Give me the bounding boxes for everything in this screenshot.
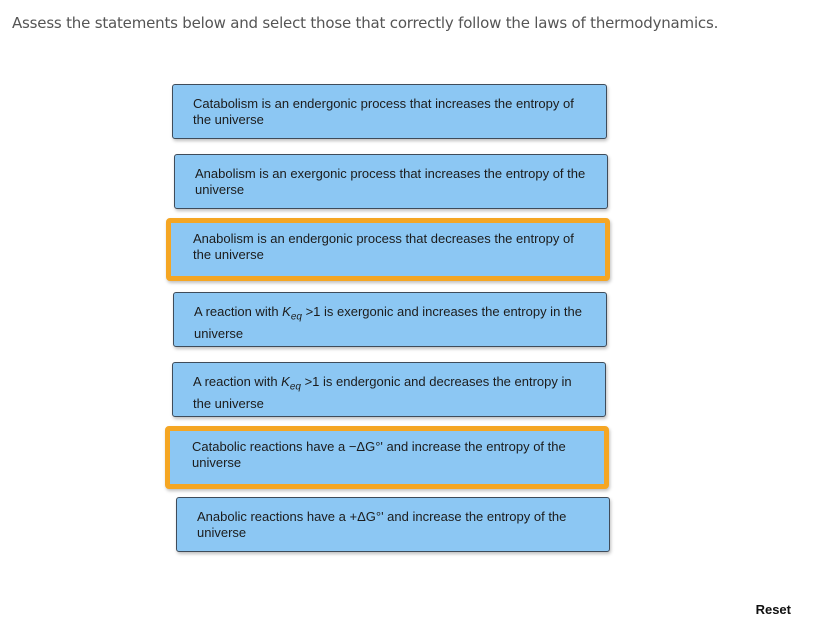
option-card-4[interactable] [173,292,607,347]
option-text: Catabolism is an endergonic process that increases the entropy of the universe [193,96,574,127]
option-card-1[interactable] [172,84,607,139]
option-text: Anabolism is an exergonic process that increases the entropy of the universe [195,166,586,197]
keq-symbol: K [281,374,290,389]
option-card-5[interactable] [172,362,606,417]
keq-subscript: eq [289,381,301,393]
option-text-prefix: A reaction with [193,374,282,389]
option-text-prefix: A reaction with [194,304,283,319]
option-text: Anabolic reactions have a +ΔG°' and increase the entropy of the universe [197,509,567,540]
keq-symbol: K [282,304,291,319]
reset-button[interactable]: Reset [755,602,791,617]
option-text-suffix: >1 is exergonic and increases the entropy in the universe [194,304,582,341]
option-text: Anabolism is an endergonic process that decreases the entropy of the universe [193,231,574,262]
question-instruction: Assess the statements below and select those that correctly follow the laws of thermodynamics. [12,14,719,32]
option-text-suffix: >1 is endergonic and decreases the entropy in the universe [193,374,572,411]
option-card-3[interactable] [166,218,610,281]
keq-subscript: eq [290,311,302,323]
option-text: Catabolic reactions have a −ΔG°' and increase the entropy of the universe [192,439,566,470]
option-card-6[interactable] [165,426,609,489]
option-card-7[interactable] [176,497,610,552]
option-card-2[interactable] [174,154,608,209]
